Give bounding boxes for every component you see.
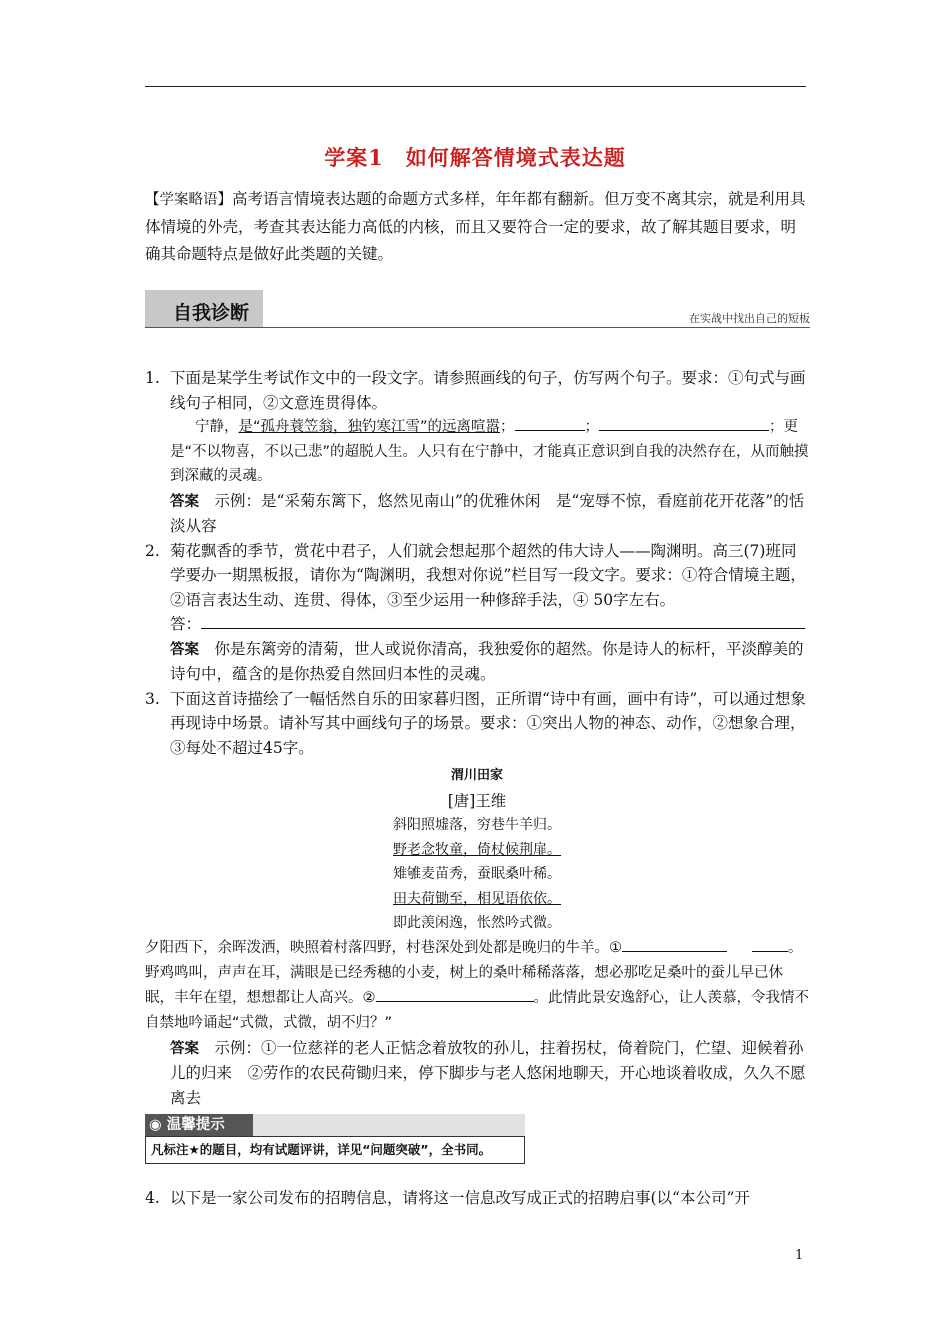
question-3-number: 3. <box>145 689 160 708</box>
scene-text-2: 。野鸡鸣叫，声声在耳，满眼是已经秀穗的小麦，树上的桑叶稀稀落落，想必那吃足桑叶的蚕儿早已休眠，丰年在望，想想都让人高兴。② <box>145 939 803 1006</box>
poem-line-underlined: 田夫荷锄至，相见语依依。 <box>393 890 561 907</box>
scene-text-3: 。此情此景安逸舒心，让人羡慕，令我情不自禁地吟诵起“式微，式微，胡不归？” <box>145 989 809 1031</box>
passage-sep-2: ； <box>584 419 600 435</box>
scene-text-1: 夕阳西下，余晖泼洒，映照着村落四野，村巷深处到处都是晚归的牛羊。① <box>145 939 622 956</box>
intro-paragraph <box>145 186 809 268</box>
poem-line: 斜阳照墟落，穷巷牛羊归。 <box>393 817 561 833</box>
answer-label: 答案 <box>170 493 199 510</box>
question-3-answer <box>145 1036 809 1111</box>
question-2-answer-line <box>170 612 809 637</box>
section-title: 自我诊断 <box>173 302 250 324</box>
question-4 <box>145 1186 809 1211</box>
question-1-stem: 下面是某学生考试作文中的一段文字。请参照画线的句子，仿写两个句子。要求：①句式与画线句子相同，②文意连贯得体。 <box>170 369 806 412</box>
section-subtitle: 在实战中找出自己的短板 <box>689 312 810 325</box>
questions-body <box>145 366 809 1211</box>
question-1-answer <box>170 489 809 539</box>
page-title: 学案1 如何解答情境式表达题 <box>324 145 626 170</box>
passage-start: 宁静， <box>195 419 239 435</box>
poem-line: 即此羡闲逸，怅然吟式微。 <box>393 915 561 931</box>
answer-prompt: 答： <box>170 615 202 633</box>
scene-blank-1 <box>622 936 727 952</box>
question-1-passage <box>170 415 809 489</box>
poem <box>145 764 809 936</box>
section-header-rule <box>145 327 810 328</box>
poem-author: [唐]王维 <box>447 791 507 810</box>
answer-text: 示例：①一位慈祥的老人正惦念着放牧的孙儿，拄着拐杖，倚着院门，伫望、迎候着孙儿的归来 ②劳作的农民荷锄归来，停下脚步与老人悠闲地聊天，开心地谈着收成，久久不愿离去 <box>170 1038 806 1107</box>
question-1 <box>145 366 809 539</box>
question-4-stem: 以下是一家公司发布的招聘信息，请将这一信息改写成正式的招聘启事(以“本公司”开 <box>170 1189 750 1207</box>
answer-label: 答案 <box>170 641 199 658</box>
blank-1 <box>515 415 585 431</box>
header-rule <box>145 86 806 87</box>
tip-box <box>145 1114 525 1164</box>
tip-title-bar <box>253 1114 525 1136</box>
question-3-stem: 下面这首诗描绘了一幅恬然自乐的田家暮归图，正所谓“诗中有画，画中有诗”，可以通过想象再现诗中场景。请补写其中画线句子的场景。要求：①突出人物的神态、动作，②想象合理，③每处不超过45字。 <box>170 689 806 757</box>
answer-blank <box>201 613 805 629</box>
question-2-number: 2. <box>145 541 160 560</box>
page-number: 1 <box>795 1248 804 1263</box>
blank-2-cont <box>761 415 769 431</box>
scene-blank-2 <box>376 986 534 1002</box>
answer-text: 你是东篱旁的清菊，世人或说你清高，我独爱你的超然。你是诗人的标杆，平淡醇美的诗句中，蕴含的是你热爱自然回归本性的灵魂。 <box>170 639 804 683</box>
question-4-number: 4. <box>145 1189 160 1207</box>
tip-text: 凡标注★的题目，均有试题评讲，详见“问题突破”，全书同。 <box>145 1136 525 1164</box>
intro-label: 【学案略语】 <box>145 192 232 208</box>
scene-blank-1-cont <box>752 936 788 952</box>
poem-line-underlined: 野老念牧童，倚杖候荆扉。 <box>393 841 561 858</box>
passage-sep-1: ； <box>500 419 515 435</box>
question-2-answer <box>170 637 809 687</box>
section-header <box>145 290 810 328</box>
answer-label: 答案 <box>170 1040 199 1057</box>
poem-title: 渭川田家 <box>450 768 503 783</box>
intro-text: 高考语言情境表达题的命题方式多样，年年都有翻新。但万变不离其宗，就是利用具体情境的外壳，考查其表达能力高低的内核，而且又要符合一定的要求，故了解其题目要求，明确其命题特点是做好此类题的关键。 <box>145 190 806 263</box>
passage-end: ；更是“不以物喜，不以己悲”的超脱人生。人只有在宁静中，才能真正意识到自我的决然存在，从而触摸到深藏的灵魂。 <box>170 419 809 484</box>
question-1-number: 1. <box>145 369 160 387</box>
question-3 <box>145 687 809 761</box>
blank-2 <box>599 415 761 431</box>
question-2-stem: 菊花飘香的季节，赏花中君子，人们就会想起那个超然的伟大诗人——陶渊明。高三(7)班同学要办一期黑板报，请你为“陶渊明，我想对你说”栏目写一段文字。要求：①符合情境主题，②语言表达生动、连贯、得体，③至少运用一种修辞手法，④ 50字左右。 <box>170 541 806 609</box>
answer-text: 示例：是“采菊东篱下，悠然见南山”的优雅休闲 是“宠辱不惊，看庭前花开花落”的恬淡从容 <box>170 491 805 535</box>
poem-line: 雉雊麦苗秀，蚕眠桑叶稀。 <box>393 866 561 882</box>
tip-title: ◉ 温馨提示 <box>145 1114 257 1136</box>
question-2 <box>145 539 809 687</box>
scene-passage <box>145 936 809 1036</box>
passage-underlined: 是“孤舟蓑笠翁，独钓寒江雪”的远离喧嚣 <box>238 419 501 435</box>
